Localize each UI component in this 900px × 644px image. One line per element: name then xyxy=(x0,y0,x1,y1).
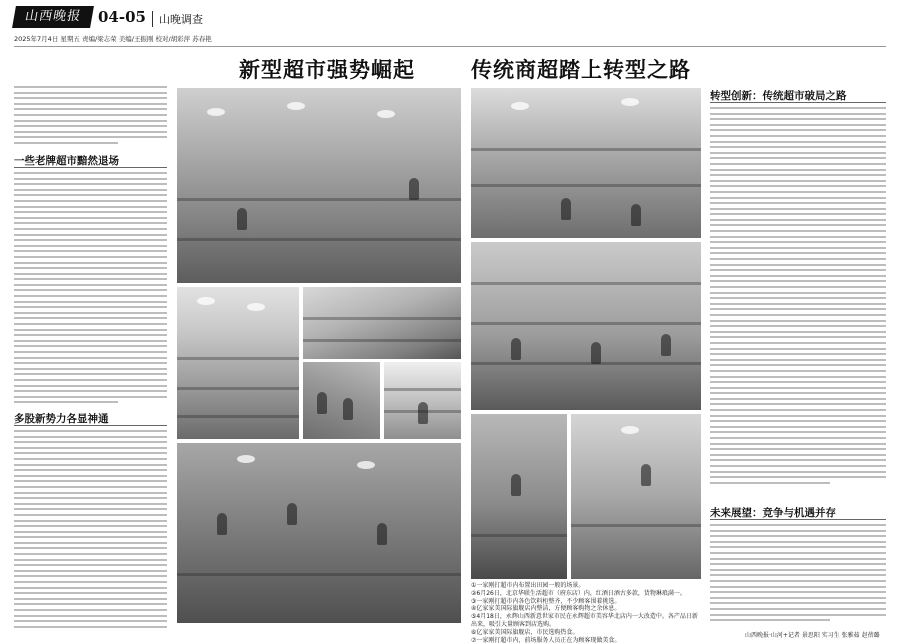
headline-left: 新型超市强势崛起 xyxy=(239,57,415,82)
subhead-rule xyxy=(14,425,167,426)
reporter-byline: 山西晚报·山河+记者 景思阳 实习生 张雅茹 赵蓓璐 xyxy=(745,632,880,639)
photo-hot-food-counter xyxy=(471,414,567,579)
subhead-old-supermarkets: 一些老牌超市黯然退场 xyxy=(14,155,119,167)
caption-5: ⑤4月18日，永辉山西新意世家市民在永辉超市美容华北店内一大改造中。各产品日新出来，吸引大量顾客到店选购。 xyxy=(471,613,698,628)
photo-chef-serving xyxy=(571,414,701,579)
subhead-rule xyxy=(710,102,886,103)
photo-rest-area xyxy=(177,443,461,623)
caption-2: ②6月26日，北京华联生活超市（府东店）内，红酒日酒古多款，货物琳琅满一。 xyxy=(471,589,686,597)
photo-renovated-store xyxy=(471,242,701,410)
photo-garden-display xyxy=(177,88,461,283)
page-number: 04-05 xyxy=(98,8,146,26)
subhead-outlook: 未来展望：竞争与机遇并存 xyxy=(710,507,836,519)
caption-3: ③一家刚打超市内各色饮料柜整齐，不少顾客围着挑选。 xyxy=(471,597,621,605)
caption-7: ⑦一家刚打超市内，前场服务人员正在为顾客现做美食。 xyxy=(471,636,621,644)
body-text-column-1b xyxy=(14,430,167,630)
issue-meta: 2025年7月4日 星期五 责编/梁志荣 美编/王振刚 校对/胡彩萍 苏春艳 xyxy=(14,35,212,43)
lead-paragraph xyxy=(14,86,167,148)
subhead-transformation: 转型创新：传统超市破局之路 xyxy=(710,90,847,102)
photo-supermarket-aisle xyxy=(177,287,299,439)
body-text-column-3b xyxy=(710,524,886,626)
photo-captions xyxy=(471,582,701,644)
caption-4: ④亿家家美国际旗舰店内整洁，方便顾客购物之余休息。 xyxy=(471,605,621,613)
subhead-rule xyxy=(710,519,886,520)
photo-shoppers-selecting xyxy=(303,362,380,439)
page-header xyxy=(14,6,886,47)
subhead-rule xyxy=(14,167,167,168)
body-text-column-1a xyxy=(14,172,167,404)
masthead-logo: 山西晚报 xyxy=(12,6,94,28)
caption-6: ⑥亿家家美国际旗舰店，市民选购热食。 xyxy=(471,628,579,636)
section-name: 山晚调查 xyxy=(152,11,203,27)
body-text-column-3a xyxy=(710,107,886,497)
photo-drinks-cabinet xyxy=(384,362,461,439)
headline-right: 传统商超踏上转型之路 xyxy=(471,57,691,82)
subhead-new-forces: 多股新势力各显神通 xyxy=(14,413,109,425)
photo-wine-shelves xyxy=(303,287,461,359)
caption-1: ①一家刚打超市内布置出田园一般的场景。 xyxy=(471,582,585,589)
photo-mall-atrium xyxy=(471,88,701,238)
